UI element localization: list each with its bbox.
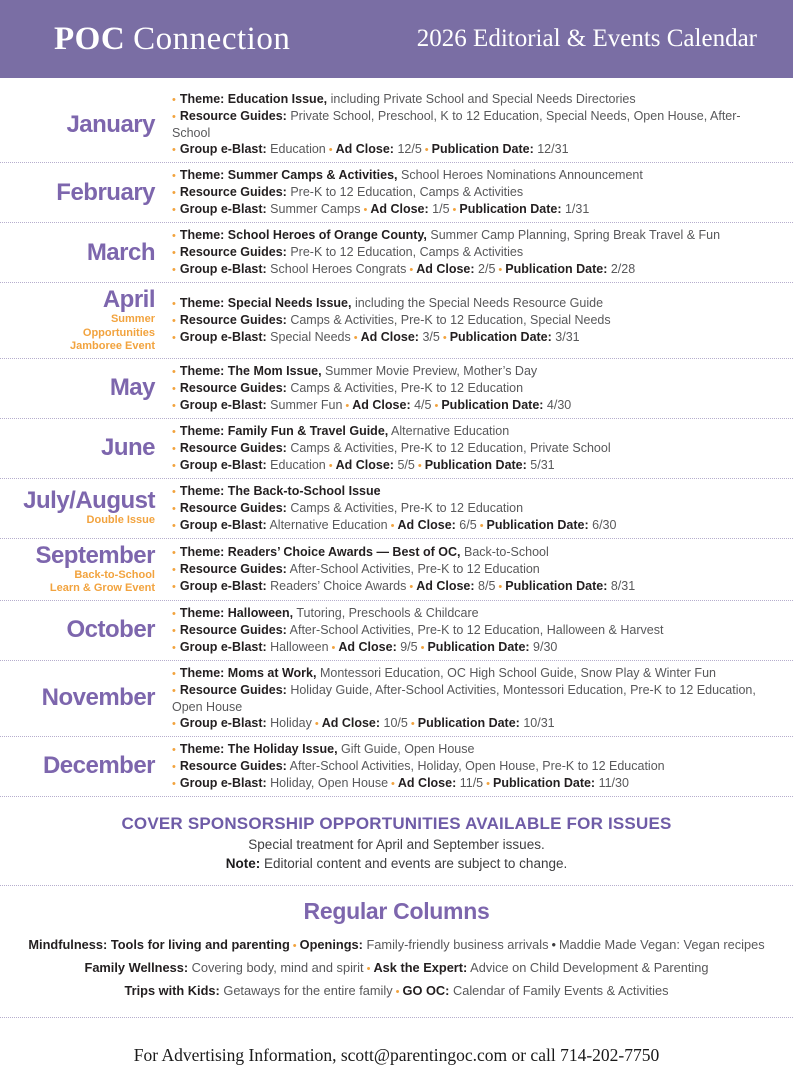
resource-guides-line	[172, 108, 763, 141]
resource-guides-label: Resource Guides:	[179, 312, 287, 327]
month-name: October	[66, 616, 155, 643]
ad-close-label: Ad Close:	[360, 329, 419, 344]
regular-columns-title: Regular Columns	[303, 897, 490, 924]
resource-guides-line	[172, 184, 763, 201]
bullet-icon: •	[172, 144, 176, 156]
publication-date-label: Publication Date:	[505, 262, 608, 276]
theme-line	[172, 295, 763, 312]
month-sublabel	[0, 313, 155, 354]
bullet-icon: •	[172, 442, 176, 455]
publication-date-value: 5/31	[530, 457, 555, 472]
eblast-line	[172, 517, 763, 534]
theme-text: Alternative Education	[391, 423, 510, 438]
publication-date-label: Publication Date:	[424, 457, 527, 472]
resource-guides-text: Pre-K to 12 Education, Camps & Activities	[290, 245, 524, 259]
column-ask-expert-text: Advice on Child Development & Parenting	[470, 959, 709, 975]
poc-connection-logo	[54, 21, 290, 58]
bullet-icon: •	[172, 247, 176, 259]
month-content-column	[165, 544, 763, 595]
eblast-label: Group e-Blast:	[179, 202, 267, 216]
month-content-column	[165, 483, 763, 534]
theme-text: Summer Camp Planning, Spring Break Travel & Fun	[430, 228, 721, 242]
eblast-value: Special Needs	[270, 329, 351, 344]
dot-separator-icon: •	[498, 264, 503, 276]
dot-separator-icon: •	[410, 717, 415, 730]
publication-date-label: Publication Date:	[505, 578, 608, 593]
eblast-line	[172, 578, 763, 595]
ad-close-label: Ad Close:	[338, 639, 397, 654]
bullet-icon: •	[172, 204, 176, 216]
regular-columns-section	[0, 886, 793, 1017]
publication-date-label: Publication Date:	[427, 639, 530, 654]
ad-close-value: 9/5	[400, 639, 418, 654]
dot-separator-icon: •	[452, 204, 457, 216]
month-name: January	[66, 110, 155, 138]
eblast-label: Group e-Blast:	[179, 517, 267, 532]
month-name: May	[109, 374, 155, 401]
resource-guides-text: After-School Activities, Pre-K to 12 Education	[289, 561, 540, 576]
dot-separator-icon: •	[314, 717, 319, 730]
eblast-value: Education	[270, 457, 326, 472]
theme-label: Theme: Family Fun & Travel Guide,	[179, 423, 389, 438]
ad-close-value: 8/5	[478, 578, 496, 593]
month-name: September	[35, 541, 155, 569]
theme-label: Theme: The Mom Issue,	[179, 363, 322, 378]
publication-date-value: 3/31	[555, 329, 580, 344]
eblast-line	[172, 715, 763, 732]
bullet-icon: •	[172, 641, 176, 654]
publication-date-value: 10/31	[523, 715, 555, 730]
theme-line	[172, 91, 763, 108]
dot-separator-icon: •	[434, 399, 439, 412]
theme-label: Theme: Summer Camps & Activities,	[179, 168, 398, 182]
resource-guides-text: After-School Activities, Pre-K to 12 Education, Halloween & Harvest	[289, 622, 664, 637]
eblast-label: Group e-Blast:	[179, 715, 267, 730]
column-openings-label: Openings:	[299, 936, 363, 952]
bullet-icon: •	[172, 459, 176, 472]
bullet-icon: •	[172, 563, 176, 576]
bullet-icon: •	[172, 777, 176, 790]
bullet-icon: •	[172, 760, 176, 773]
bullet-icon: •	[172, 743, 176, 756]
ad-close-value: 5/5	[397, 457, 415, 472]
dot-separator-icon: •	[390, 519, 395, 532]
month-label-column	[0, 753, 165, 779]
bullet-icon: •	[172, 684, 176, 697]
month-sublabel-line: Opportunities	[82, 326, 155, 339]
column-go-oc-text: Calendar of Family Events & Activities	[452, 982, 669, 998]
publication-date-value: 4/30	[546, 397, 572, 412]
theme-line	[172, 167, 763, 184]
eblast-label: Group e-Blast:	[179, 639, 267, 654]
ad-close-label: Ad Close:	[416, 262, 475, 276]
dot-separator-icon: •	[391, 777, 395, 790]
month-name: April	[102, 286, 155, 313]
ad-close-label: Ad Close:	[370, 202, 429, 216]
resource-guides-text: Camps & Activities, Pre-K to 12 Education	[290, 500, 524, 515]
month-row	[0, 222, 793, 282]
bullet-icon: •	[172, 170, 176, 182]
eblast-label: Group e-Blast:	[179, 397, 267, 412]
month-row	[0, 600, 793, 660]
month-row	[0, 87, 793, 162]
eblast-line	[172, 329, 763, 346]
bullet-icon: •	[172, 264, 176, 276]
dot-separator-icon: •	[328, 144, 333, 156]
ad-close-label: Ad Close:	[335, 142, 394, 156]
eblast-value: Alternative Education	[269, 517, 388, 532]
bullet-icon: •	[172, 667, 176, 680]
eblast-label: Group e-Blast:	[179, 142, 267, 156]
dot-separator-icon: •	[498, 580, 503, 593]
month-label-column	[0, 685, 165, 711]
month-row	[0, 538, 793, 600]
eblast-label: Group e-Blast:	[179, 457, 267, 472]
eblast-line	[172, 639, 763, 656]
dot-separator-icon: •	[331, 641, 336, 654]
dot-separator-icon: •	[328, 459, 333, 472]
month-sublabel	[0, 514, 155, 528]
publication-date-label: Publication Date:	[459, 202, 562, 216]
month-row	[0, 418, 793, 478]
resource-guides-text: Pre-K to 12 Education, Camps & Activities	[290, 185, 524, 199]
eblast-line	[172, 141, 763, 158]
ad-close-label: Ad Close:	[397, 775, 457, 790]
publication-date-label: Publication Date:	[441, 397, 544, 412]
theme-text: including the Special Needs Resource Guide	[354, 295, 604, 310]
theme-label: Theme: Halloween,	[179, 605, 294, 620]
eblast-value: Summer Fun	[270, 397, 343, 412]
month-label-column	[0, 488, 165, 528]
eblast-label: Group e-Blast:	[179, 775, 267, 790]
logo-poc: POC	[54, 20, 126, 57]
eblast-label: Group e-Blast:	[179, 329, 267, 344]
dot-separator-icon: •	[442, 331, 447, 344]
ad-close-value: 11/5	[459, 775, 484, 790]
dot-separator-icon: •	[292, 939, 297, 952]
month-name: December	[42, 752, 155, 779]
ad-close-label: Ad Close:	[321, 715, 381, 730]
logo-connection: Connection	[133, 20, 291, 57]
dot-separator-icon: •	[417, 459, 422, 472]
month-row	[0, 282, 793, 358]
ad-close-value: 10/5	[383, 715, 408, 730]
month-row	[0, 162, 793, 222]
ad-close-value: 1/5	[432, 202, 450, 216]
month-content-column	[165, 605, 763, 656]
publication-date-label: Publication Date:	[493, 775, 596, 790]
dot-separator-icon: •	[345, 399, 350, 412]
month-row	[0, 660, 793, 736]
eblast-label: Group e-Blast:	[179, 262, 267, 276]
publication-date-value: 6/30	[592, 517, 617, 532]
month-sublabel-line: Jamboree Event	[70, 340, 155, 352]
column-trips-with-kids-label: Trips with Kids:	[124, 982, 220, 998]
month-label-column	[0, 435, 165, 461]
dot-separator-icon: •	[424, 144, 429, 156]
month-content-column	[165, 363, 763, 414]
theme-line	[172, 363, 763, 380]
dot-separator-icon: •	[420, 641, 425, 654]
column-maddie-made-vegan: Maddie Made Vegan: Vegan recipes	[559, 936, 765, 952]
resource-guides-label: Resource Guides:	[179, 500, 287, 515]
ad-close-value: 2/5	[478, 262, 496, 276]
page-title: 2026 Editorial & Events Calendar	[416, 25, 757, 52]
dot-separator-icon: •	[409, 264, 414, 276]
theme-line	[172, 605, 763, 622]
month-label-column	[0, 240, 165, 266]
regular-columns-line	[0, 957, 793, 980]
theme-text: Tutoring, Preschools & Childcare	[296, 605, 479, 620]
month-label-column	[0, 287, 165, 354]
resource-guides-label: Resource Guides:	[179, 682, 287, 697]
theme-line	[172, 483, 763, 500]
theme-text: School Heroes Nominations Announcement	[401, 168, 643, 182]
theme-text: Montessori Education, OC High School Guide, Snow Play & Winter Fun	[319, 665, 716, 680]
ad-close-label: Ad Close:	[352, 397, 411, 412]
theme-label: Theme: The Back-to-School Issue	[179, 483, 381, 498]
bullet-icon: •	[172, 382, 176, 395]
resource-guides-label: Resource Guides:	[179, 185, 287, 199]
column-ask-expert-label: Ask the Expert:	[373, 959, 468, 975]
resource-guides-text: Private School, Preschool, K to 12 Education, Special Needs, Open House, After-School	[172, 109, 741, 140]
theme-label: Theme: The Holiday Issue,	[179, 741, 338, 756]
resource-guides-line	[172, 561, 763, 578]
eblast-value: Education	[270, 142, 326, 156]
month-name: June	[100, 434, 155, 461]
publication-date-value: 11/30	[598, 775, 629, 790]
dot-separator-icon: •	[551, 936, 557, 952]
column-family-wellness-text: Covering body, mind and spirit	[191, 959, 364, 975]
month-content-column	[165, 91, 763, 158]
month-label-column	[0, 543, 165, 596]
column-go-oc-label: GO OC:	[402, 982, 450, 998]
eblast-line	[172, 775, 763, 792]
month-content-column	[165, 665, 763, 732]
publication-date-label: Publication Date:	[417, 715, 520, 730]
bullet-icon: •	[172, 331, 176, 344]
eblast-line	[172, 457, 763, 474]
cover-sponsorship-line: Special treatment for April and September issues.	[248, 836, 545, 852]
ad-close-value: 12/5	[397, 142, 422, 156]
resource-guides-line	[172, 682, 763, 715]
theme-line	[172, 544, 763, 561]
month-content-column	[165, 167, 763, 218]
bullet-icon: •	[172, 230, 176, 242]
eblast-label: Group e-Blast:	[179, 578, 267, 593]
theme-line	[172, 227, 763, 244]
dot-separator-icon: •	[363, 204, 368, 216]
eblast-value: School Heroes Congrats	[270, 262, 407, 276]
column-openings-text: Family-friendly business arrivals	[366, 936, 549, 952]
regular-columns-line	[0, 980, 793, 1003]
ad-close-value: 4/5	[414, 397, 432, 412]
month-name: July/August	[23, 487, 155, 515]
month-row	[0, 478, 793, 538]
month-content-column	[165, 295, 763, 346]
month-sublabel-line: Learn & Grow Event	[49, 582, 155, 594]
dot-separator-icon: •	[486, 777, 490, 790]
month-name: February	[56, 178, 155, 206]
month-sublabel	[0, 569, 155, 596]
resource-guides-line	[172, 440, 763, 457]
eblast-value: Summer Camps	[270, 202, 361, 216]
theme-text: Summer Movie Preview, Mother’s Day	[325, 363, 538, 378]
bullet-icon: •	[172, 94, 176, 106]
month-sublabel-line: Back-to-School	[74, 568, 155, 581]
publication-date-label: Publication Date:	[449, 329, 552, 344]
publication-date-label: Publication Date:	[431, 142, 534, 156]
theme-text: Gift Guide, Open House	[341, 741, 475, 756]
month-name: March	[86, 238, 155, 266]
theme-label: Theme: Education Issue,	[179, 92, 328, 106]
resource-guides-label: Resource Guides:	[179, 245, 287, 259]
dot-separator-icon: •	[353, 331, 358, 344]
resource-guides-text: After-School Activities, Holiday, Open House, Pre-K to 12 Education	[289, 758, 665, 773]
ad-close-label: Ad Close:	[335, 457, 394, 472]
dot-separator-icon: •	[409, 580, 414, 593]
publication-date-value: 12/31	[537, 142, 569, 156]
month-sublabel-line: Summer	[110, 313, 155, 325]
ad-close-value: 6/5	[459, 517, 477, 532]
resource-guides-label: Resource Guides:	[179, 380, 287, 395]
header-bar	[0, 0, 793, 78]
eblast-value: Holiday, Open House	[270, 775, 389, 790]
resource-guides-text: Camps & Activities, Pre-K to 12 Education, Special Needs	[290, 312, 611, 327]
publication-date-value: 1/31	[564, 202, 590, 216]
regular-columns-line	[0, 934, 793, 957]
publication-date-value: 2/28	[610, 262, 636, 276]
bullet-icon: •	[172, 546, 176, 559]
ad-close-label: Ad Close:	[397, 517, 456, 532]
column-family-wellness-label: Family Wellness:	[84, 959, 189, 975]
bullet-icon: •	[172, 502, 176, 515]
cover-sponsorship-note	[0, 855, 793, 872]
bullet-icon: •	[172, 187, 176, 199]
bullet-icon: •	[172, 425, 176, 438]
note-label: Note:	[225, 855, 261, 871]
eblast-value: Halloween	[270, 639, 329, 654]
resource-guides-text: Camps & Activities, Pre-K to 12 Education, Private School	[290, 440, 611, 455]
publication-date-value: 9/30	[533, 639, 558, 654]
bullet-icon: •	[172, 111, 176, 123]
resource-guides-line	[172, 758, 763, 775]
cover-sponsorship-section	[0, 797, 793, 885]
publication-date-label: Publication Date:	[486, 517, 589, 532]
resource-guides-text: Holiday Guide, After-School Activities, Montessori Education, Pre-K to 12 Education, Open House	[172, 682, 756, 714]
resource-guides-line	[172, 500, 763, 517]
month-row	[0, 736, 793, 796]
theme-line	[172, 741, 763, 758]
dot-separator-icon: •	[366, 962, 371, 975]
eblast-line	[172, 261, 763, 278]
bullet-icon: •	[172, 580, 176, 593]
bullet-icon: •	[172, 314, 176, 327]
month-content-column	[165, 423, 763, 474]
bullet-icon: •	[172, 624, 176, 637]
column-mindfulness: Mindfulness: Tools for living and parenting	[28, 936, 290, 952]
resource-guides-line	[172, 380, 763, 397]
cover-sponsorship-heading: COVER SPONSORSHIP OPPORTUNITIES AVAILABLE FOR ISSUES	[121, 813, 672, 833]
eblast-line	[172, 201, 763, 218]
month-name: November	[41, 684, 155, 711]
publication-date-value: 8/31	[610, 578, 636, 593]
month-label-column	[0, 180, 165, 206]
theme-line	[172, 423, 763, 440]
month-content-column	[165, 741, 763, 792]
resource-guides-label: Resource Guides:	[179, 440, 287, 455]
month-sublabel-line: Double Issue	[86, 514, 155, 527]
resource-guides-label: Resource Guides:	[179, 109, 287, 123]
advertising-contact-line: For Advertising Information, scott@parentingoc.com or call 714-202-7750	[133, 1044, 660, 1065]
ad-close-value: 3/5	[422, 329, 440, 344]
resource-guides-line	[172, 312, 763, 329]
bullet-icon: •	[172, 365, 176, 378]
eblast-value: Holiday	[270, 715, 312, 730]
note-text: Editorial content and events are subject to change.	[264, 855, 568, 871]
resource-guides-text: Camps & Activities, Pre-K to 12 Education	[290, 380, 524, 395]
resource-guides-label: Resource Guides:	[179, 561, 287, 576]
resource-guides-label: Resource Guides:	[179, 758, 287, 773]
resource-guides-line	[172, 244, 763, 261]
theme-label: Theme: Special Needs Issue,	[179, 295, 352, 310]
bullet-icon: •	[172, 607, 176, 620]
resource-guides-label: Resource Guides:	[179, 622, 287, 637]
bullet-icon: •	[172, 519, 176, 532]
month-label-column	[0, 112, 165, 138]
column-trips-with-kids-text: Getaways for the entire family	[223, 982, 393, 998]
bullet-icon: •	[172, 399, 176, 412]
dot-separator-icon: •	[479, 519, 484, 532]
eblast-value: Readers’ Choice Awards	[270, 578, 407, 593]
month-row	[0, 358, 793, 418]
theme-line	[172, 665, 763, 682]
theme-label: Theme: School Heroes of Orange County,	[179, 228, 427, 242]
month-label-column	[0, 617, 165, 643]
ad-close-label: Ad Close:	[416, 578, 475, 593]
eblast-line	[172, 397, 763, 414]
dot-separator-icon: •	[395, 985, 400, 998]
theme-label: Theme: Readers’ Choice Awards — Best of OC,	[179, 544, 461, 559]
resource-guides-line	[172, 622, 763, 639]
bullet-icon: •	[172, 485, 176, 498]
months-list	[0, 78, 793, 796]
month-content-column	[165, 227, 763, 278]
section-divider	[0, 1017, 793, 1018]
bullet-icon: •	[172, 717, 176, 730]
theme-text: including Private School and Special Needs Directories	[330, 92, 636, 106]
month-label-column	[0, 375, 165, 401]
theme-text: Back-to-School	[463, 544, 549, 559]
theme-label: Theme: Moms at Work,	[179, 665, 317, 680]
bullet-icon: •	[172, 297, 176, 310]
